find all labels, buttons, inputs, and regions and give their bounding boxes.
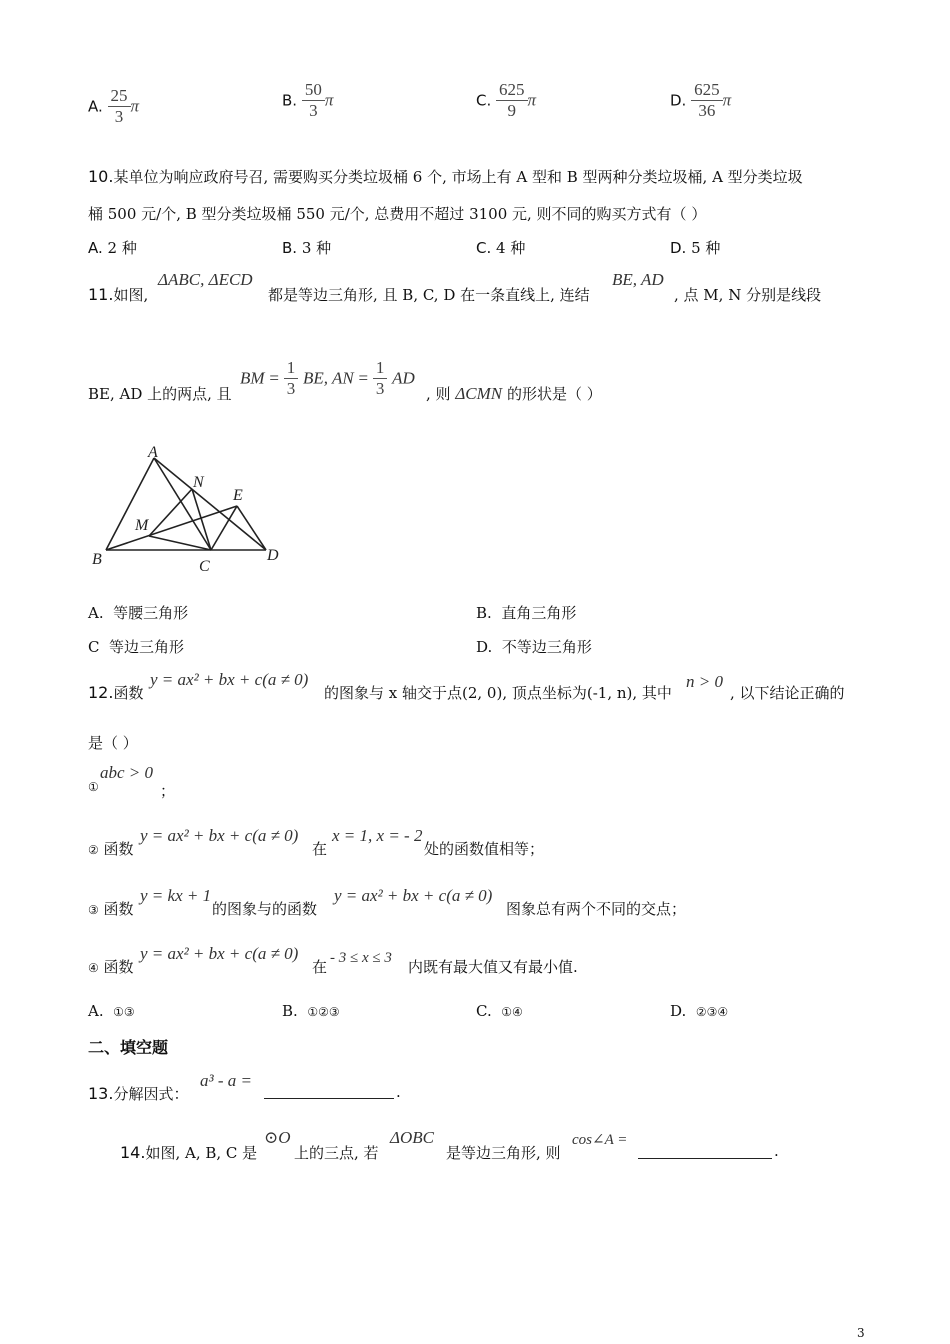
q14-text2: 是等边三角形, 则 <box>446 1144 561 1162</box>
q12-s1-end: ； <box>160 782 176 800</box>
q11-text-end: , 点 M, N 分别是线段 <box>674 286 822 304</box>
q10-option-c: C. 4 种 <box>476 239 526 257</box>
q11-figure <box>84 436 294 576</box>
q13-end: . <box>396 1083 401 1101</box>
label-m: M <box>135 517 149 534</box>
q12-s3-func2: y = ax² + bx + c(a ≠ 0) <box>334 886 493 905</box>
q12-s4-end: 内既有最大值又有最小值. <box>408 958 578 976</box>
q12-condition: n > 0 <box>686 672 723 691</box>
page-number: 3 <box>857 1326 865 1340</box>
q11-math-triangles: ΔABC, ΔECD <box>158 270 253 289</box>
q13: 13.分解因式： <box>88 1084 189 1103</box>
q12-s4: ④ 函数 <box>88 958 134 976</box>
label-d: D <box>267 547 279 564</box>
q11-option-a: A. 等腰三角形 <box>88 604 189 622</box>
q12-line2: 是（ ） <box>88 734 138 752</box>
fraction-one-third: $\frac{1}{3}$ <box>373 358 388 399</box>
q11-option-c: C 等边三角形 <box>88 638 185 656</box>
q12-s2-func: y = ax² + bx + c(a ≠ 0) <box>140 826 299 845</box>
q10-option-d: D. 5 种 <box>670 239 721 257</box>
q11-option-d: D. 不等边三角形 <box>476 638 592 656</box>
q14-end: . <box>774 1142 779 1160</box>
q11-line2-end: , 则 ΔCMN 的形状是（ ） <box>426 384 602 403</box>
q12-function: y = ax² + bx + c(a ≠ 0) <box>150 670 309 689</box>
fraction: $\frac{50}{3}$ <box>302 80 325 121</box>
q14-cos: cos∠A = <box>572 1132 628 1148</box>
fraction: $\frac{625}{36}$ <box>691 80 723 121</box>
q12-text: 的图象与 x 轴交于点(2, 0), 顶点坐标为(-1, n), 其中 <box>324 684 672 702</box>
q12-option-d: D. ②③④ <box>670 1002 729 1020</box>
q13-math: a³ - a = <box>200 1071 252 1090</box>
q12-s3: ③ 函数 <box>88 900 134 918</box>
q12-s3-text: 的图象与的函数 <box>212 900 318 918</box>
q12-s1-mark: ① <box>88 780 99 794</box>
q9-option-b: B. $\frac{50}{3}$ π <box>282 80 334 120</box>
q12-s4-func: y = ax² + bx + c(a ≠ 0) <box>140 944 299 963</box>
q10-line1: 10.某单位为响应政府号召, 需要购买分类垃圾桶 6 个, 市场上有 A 型和 B 型两种分类垃圾桶, A 型分类垃圾 <box>88 167 803 186</box>
q12-s3-func1: y = kx + 1 <box>140 886 212 905</box>
fraction: $\frac{25}{3}$ <box>108 86 131 127</box>
q11-text: 都是等边三角形, 且 B, C, D 在一条直线上, 连结 <box>268 286 590 304</box>
label-n: N <box>193 474 204 491</box>
q14-circle: ⊙O <box>264 1128 291 1147</box>
q12-s1-math: abc > 0 <box>100 763 154 782</box>
q10-option-a: A. 2 种 <box>88 239 137 257</box>
q11-line2: BE, AD 上的两点, 且 <box>88 385 232 403</box>
q12-s2-math: x = 1, x = - 2 <box>332 826 423 845</box>
label-e: E <box>233 487 243 504</box>
q12-s4-text: 在 <box>312 958 328 976</box>
q11-condition: BM = $\frac{1}{3}$ BE, AN = $\frac{1}{3}$ AD <box>240 358 415 398</box>
q11-math-segments: BE, AD <box>612 270 664 289</box>
label-b: B <box>92 551 102 568</box>
q10-option-b: B. 3 种 <box>282 239 332 257</box>
q12-s3-end: 图象总有两个不同的交点； <box>506 900 687 918</box>
label-a: A <box>148 444 158 461</box>
q12-line1: 12.函数 <box>88 683 144 702</box>
q9-option-c: C. $\frac{625}{9}$ π <box>476 80 537 120</box>
q10-line2: 桶 500 元/个, B 型分类垃圾桶 550 元/个, 总费用不超过 3100 元, 则不同的购买方式有（ ） <box>88 205 707 223</box>
q9-option-d: D. $\frac{625}{36}$ π <box>670 80 732 120</box>
q14: 14.如图, A, B, C 是 <box>120 1143 258 1162</box>
q14-triangle: ΔOBC <box>390 1128 434 1147</box>
q11-line1: 11.如图, <box>88 285 149 304</box>
q13-answer-blank[interactable] <box>264 1080 394 1099</box>
q11-option-b: B. 直角三角形 <box>476 604 577 622</box>
q12-s4-math: - 3 ≤ x ≤ 3 <box>330 950 392 966</box>
label-c: C <box>199 558 210 575</box>
fraction: $\frac{625}{9}$ <box>496 80 528 121</box>
q12-option-a: A. ①③ <box>88 1002 135 1020</box>
q14-text: 上的三点, 若 <box>294 1144 379 1162</box>
q9-option-a: A. $\frac{25}{3}$ π <box>88 86 140 126</box>
q12-option-c: C. ①④ <box>476 1002 523 1020</box>
q12-s2-text: 在 <box>312 840 328 858</box>
q12-text-end: , 以下结论正确的 <box>730 684 845 702</box>
q12-s2-end: 处的函数值相等； <box>424 840 545 858</box>
section-title: 二、填空题 <box>88 1038 169 1057</box>
q12-option-b: B. ①②③ <box>282 1002 340 1020</box>
q12-s2: ② 函数 <box>88 840 134 858</box>
fraction-one-third: $\frac{1}{3}$ <box>284 358 299 399</box>
q14-answer-blank[interactable] <box>638 1140 772 1159</box>
